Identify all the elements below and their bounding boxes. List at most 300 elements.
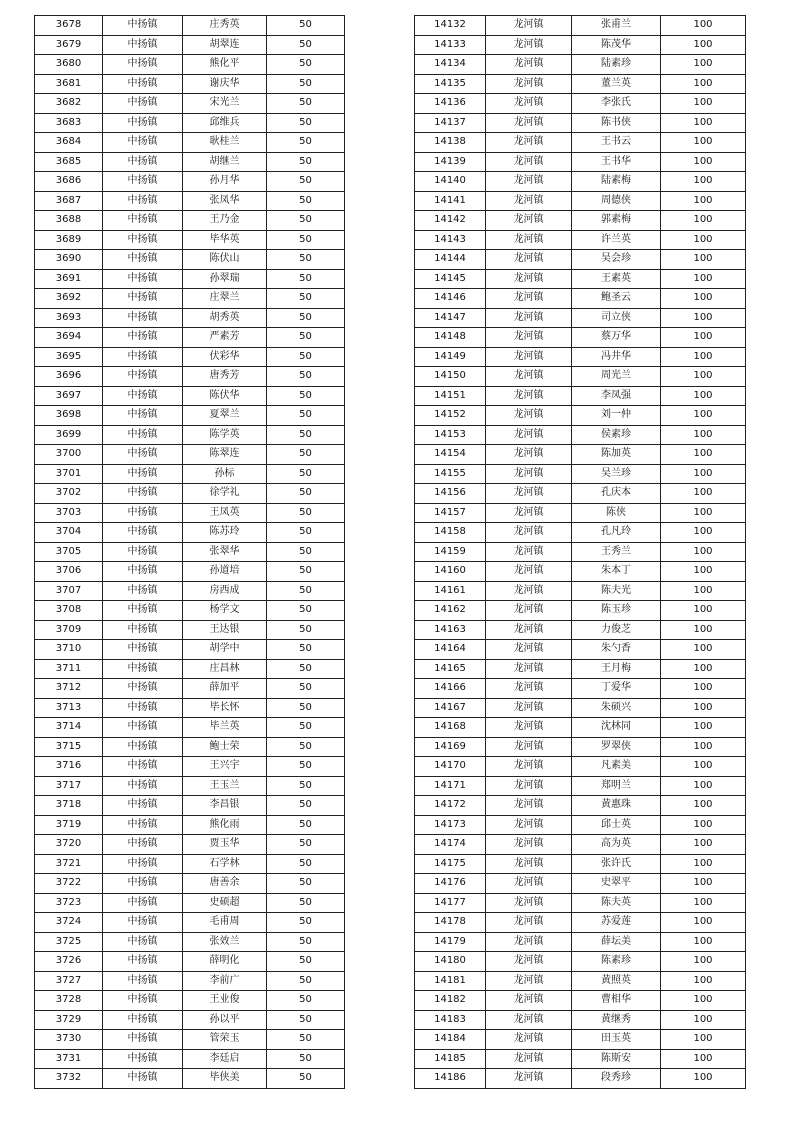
amount-cell: 100 bbox=[661, 776, 746, 796]
table-row bbox=[415, 776, 746, 796]
amount-cell: 50 bbox=[267, 503, 345, 523]
name-cell: 孙月华 bbox=[183, 172, 267, 192]
serial-number-cell: 3687 bbox=[35, 191, 103, 211]
serial-number-cell: 14136 bbox=[415, 94, 486, 114]
town-cell: 龙河镇 bbox=[486, 581, 572, 601]
town-cell: 龙河镇 bbox=[486, 464, 572, 484]
amount-cell: 50 bbox=[267, 737, 345, 757]
name-cell: 陈书侠 bbox=[572, 113, 661, 133]
serial-number-cell: 14133 bbox=[415, 35, 486, 55]
name-cell: 王乃金 bbox=[183, 211, 267, 231]
town-cell: 龙河镇 bbox=[486, 172, 572, 192]
name-cell: 孙翠瑞 bbox=[183, 269, 267, 289]
town-cell: 中扬镇 bbox=[103, 1049, 183, 1069]
table-row bbox=[35, 269, 345, 289]
table-row bbox=[35, 952, 345, 972]
table-row bbox=[35, 1069, 345, 1089]
serial-number-cell: 3689 bbox=[35, 230, 103, 250]
town-cell: 中扬镇 bbox=[103, 133, 183, 153]
town-cell: 中扬镇 bbox=[103, 191, 183, 211]
serial-number-cell: 14143 bbox=[415, 230, 486, 250]
amount-cell: 50 bbox=[267, 893, 345, 913]
amount-cell: 50 bbox=[267, 1010, 345, 1030]
serial-number-cell: 14183 bbox=[415, 1010, 486, 1030]
town-cell: 龙河镇 bbox=[486, 445, 572, 465]
amount-cell: 100 bbox=[661, 698, 746, 718]
name-cell: 伏彩华 bbox=[183, 347, 267, 367]
table-row bbox=[35, 503, 345, 523]
name-cell: 薛明化 bbox=[183, 952, 267, 972]
town-cell: 中扬镇 bbox=[103, 1069, 183, 1089]
amount-cell: 100 bbox=[661, 893, 746, 913]
town-cell: 中扬镇 bbox=[103, 113, 183, 133]
serial-number-cell: 3696 bbox=[35, 367, 103, 387]
name-cell: 王书华 bbox=[572, 152, 661, 172]
table-row bbox=[35, 601, 345, 621]
name-cell: 苏爱莲 bbox=[572, 913, 661, 933]
name-cell: 胡继兰 bbox=[183, 152, 267, 172]
serial-number-cell: 14175 bbox=[415, 854, 486, 874]
name-cell: 司立侠 bbox=[572, 308, 661, 328]
amount-cell: 50 bbox=[267, 55, 345, 75]
name-cell: 王素英 bbox=[572, 269, 661, 289]
serial-number-cell: 14185 bbox=[415, 1049, 486, 1069]
table-row bbox=[35, 893, 345, 913]
table-row bbox=[415, 1010, 746, 1030]
amount-cell: 50 bbox=[267, 133, 345, 153]
town-cell: 龙河镇 bbox=[486, 952, 572, 972]
serial-number-cell: 3731 bbox=[35, 1049, 103, 1069]
town-cell: 中扬镇 bbox=[103, 874, 183, 894]
amount-cell: 50 bbox=[267, 971, 345, 991]
serial-number-cell: 3699 bbox=[35, 425, 103, 445]
serial-number-cell: 3688 bbox=[35, 211, 103, 231]
serial-number-cell: 3708 bbox=[35, 601, 103, 621]
table-row bbox=[415, 698, 746, 718]
amount-cell: 50 bbox=[267, 484, 345, 504]
town-cell: 中扬镇 bbox=[103, 815, 183, 835]
amount-cell: 100 bbox=[661, 113, 746, 133]
name-cell: 庄翠兰 bbox=[183, 289, 267, 309]
amount-cell: 100 bbox=[661, 1069, 746, 1089]
table-row bbox=[35, 367, 345, 387]
table-row bbox=[415, 367, 746, 387]
serial-number-cell: 14173 bbox=[415, 815, 486, 835]
name-cell: 陈夫光 bbox=[572, 581, 661, 601]
table-row bbox=[35, 1010, 345, 1030]
name-cell: 田玉英 bbox=[572, 1030, 661, 1050]
table-row bbox=[415, 308, 746, 328]
town-cell: 中扬镇 bbox=[103, 640, 183, 660]
table-row bbox=[35, 913, 345, 933]
serial-number-cell: 3707 bbox=[35, 581, 103, 601]
table-row bbox=[415, 191, 746, 211]
table-row bbox=[415, 1049, 746, 1069]
town-cell: 中扬镇 bbox=[103, 308, 183, 328]
table-row bbox=[415, 893, 746, 913]
amount-cell: 100 bbox=[661, 659, 746, 679]
name-cell: 陆素珍 bbox=[572, 55, 661, 75]
table-row bbox=[35, 523, 345, 543]
amount-cell: 100 bbox=[661, 16, 746, 36]
town-cell: 中扬镇 bbox=[103, 698, 183, 718]
name-cell: 孔凡玲 bbox=[572, 523, 661, 543]
town-cell: 龙河镇 bbox=[486, 191, 572, 211]
amount-cell: 100 bbox=[661, 932, 746, 952]
serial-number-cell: 3694 bbox=[35, 328, 103, 348]
serial-number-cell: 14154 bbox=[415, 445, 486, 465]
table-row bbox=[415, 230, 746, 250]
amount-cell: 100 bbox=[661, 425, 746, 445]
name-cell: 薛坛美 bbox=[572, 932, 661, 952]
town-cell: 龙河镇 bbox=[486, 1069, 572, 1089]
table-row bbox=[35, 16, 345, 36]
left-ledger-table bbox=[34, 15, 345, 1089]
amount-cell: 100 bbox=[661, 35, 746, 55]
name-cell: 陈伏华 bbox=[183, 386, 267, 406]
amount-cell: 50 bbox=[267, 679, 345, 699]
town-cell: 中扬镇 bbox=[103, 16, 183, 36]
table-row bbox=[415, 347, 746, 367]
town-cell: 龙河镇 bbox=[486, 484, 572, 504]
amount-cell: 50 bbox=[267, 640, 345, 660]
table-row bbox=[415, 601, 746, 621]
amount-cell: 100 bbox=[661, 74, 746, 94]
table-row bbox=[35, 347, 345, 367]
town-cell: 中扬镇 bbox=[103, 35, 183, 55]
table-row bbox=[35, 35, 345, 55]
table-row bbox=[415, 796, 746, 816]
serial-number-cell: 3716 bbox=[35, 757, 103, 777]
town-cell: 中扬镇 bbox=[103, 620, 183, 640]
right-ledger-body bbox=[415, 16, 746, 1089]
serial-number-cell: 14180 bbox=[415, 952, 486, 972]
table-row bbox=[35, 328, 345, 348]
town-cell: 龙河镇 bbox=[486, 971, 572, 991]
town-cell: 中扬镇 bbox=[103, 991, 183, 1011]
serial-number-cell: 3695 bbox=[35, 347, 103, 367]
serial-number-cell: 14162 bbox=[415, 601, 486, 621]
table-row bbox=[415, 94, 746, 114]
table-row bbox=[415, 991, 746, 1011]
name-cell: 吴会珍 bbox=[572, 250, 661, 270]
serial-number-cell: 3723 bbox=[35, 893, 103, 913]
town-cell: 中扬镇 bbox=[103, 971, 183, 991]
amount-cell: 50 bbox=[267, 16, 345, 36]
name-cell: 邱士英 bbox=[572, 815, 661, 835]
serial-number-cell: 14141 bbox=[415, 191, 486, 211]
amount-cell: 100 bbox=[661, 562, 746, 582]
amount-cell: 100 bbox=[661, 230, 746, 250]
serial-number-cell: 14184 bbox=[415, 1030, 486, 1050]
town-cell: 中扬镇 bbox=[103, 269, 183, 289]
amount-cell: 100 bbox=[661, 347, 746, 367]
table-row bbox=[415, 269, 746, 289]
amount-cell: 50 bbox=[267, 874, 345, 894]
amount-cell: 100 bbox=[661, 718, 746, 738]
table-row bbox=[35, 152, 345, 172]
serial-number-cell: 3732 bbox=[35, 1069, 103, 1089]
amount-cell: 50 bbox=[267, 425, 345, 445]
amount-cell: 50 bbox=[267, 1049, 345, 1069]
amount-cell: 50 bbox=[267, 913, 345, 933]
name-cell: 陈斯安 bbox=[572, 1049, 661, 1069]
amount-cell: 100 bbox=[661, 542, 746, 562]
name-cell: 邱维兵 bbox=[183, 113, 267, 133]
town-cell: 龙河镇 bbox=[486, 35, 572, 55]
amount-cell: 50 bbox=[267, 250, 345, 270]
serial-number-cell: 14161 bbox=[415, 581, 486, 601]
name-cell: 蔡万华 bbox=[572, 328, 661, 348]
table-row bbox=[415, 620, 746, 640]
name-cell: 陈夫英 bbox=[572, 893, 661, 913]
table-row bbox=[415, 815, 746, 835]
amount-cell: 100 bbox=[661, 406, 746, 426]
amount-cell: 50 bbox=[267, 835, 345, 855]
town-cell: 中扬镇 bbox=[103, 776, 183, 796]
town-cell: 龙河镇 bbox=[486, 854, 572, 874]
name-cell: 李前广 bbox=[183, 971, 267, 991]
name-cell: 胡秀英 bbox=[183, 308, 267, 328]
table-row bbox=[35, 542, 345, 562]
name-cell: 毕长怀 bbox=[183, 698, 267, 718]
serial-number-cell: 14177 bbox=[415, 893, 486, 913]
amount-cell: 100 bbox=[661, 289, 746, 309]
table-row bbox=[35, 679, 345, 699]
amount-cell: 100 bbox=[661, 601, 746, 621]
town-cell: 龙河镇 bbox=[486, 94, 572, 114]
amount-cell: 50 bbox=[267, 1030, 345, 1050]
serial-number-cell: 3712 bbox=[35, 679, 103, 699]
amount-cell: 50 bbox=[267, 581, 345, 601]
town-cell: 龙河镇 bbox=[486, 250, 572, 270]
serial-number-cell: 3705 bbox=[35, 542, 103, 562]
town-cell: 龙河镇 bbox=[486, 1049, 572, 1069]
serial-number-cell: 14134 bbox=[415, 55, 486, 75]
amount-cell: 50 bbox=[267, 328, 345, 348]
town-cell: 中扬镇 bbox=[103, 406, 183, 426]
town-cell: 龙河镇 bbox=[486, 893, 572, 913]
table-row bbox=[35, 854, 345, 874]
name-cell: 房西成 bbox=[183, 581, 267, 601]
name-cell: 王月梅 bbox=[572, 659, 661, 679]
table-row bbox=[415, 562, 746, 582]
town-cell: 中扬镇 bbox=[103, 932, 183, 952]
table-row bbox=[415, 932, 746, 952]
serial-number-cell: 3714 bbox=[35, 718, 103, 738]
serial-number-cell: 3703 bbox=[35, 503, 103, 523]
amount-cell: 100 bbox=[661, 152, 746, 172]
serial-number-cell: 3722 bbox=[35, 874, 103, 894]
table-row bbox=[415, 386, 746, 406]
name-cell: 王书云 bbox=[572, 133, 661, 153]
serial-number-cell: 14157 bbox=[415, 503, 486, 523]
town-cell: 龙河镇 bbox=[486, 230, 572, 250]
amount-cell: 100 bbox=[661, 854, 746, 874]
amount-cell: 50 bbox=[267, 776, 345, 796]
serial-number-cell: 14172 bbox=[415, 796, 486, 816]
name-cell: 胡翠连 bbox=[183, 35, 267, 55]
amount-cell: 100 bbox=[661, 1049, 746, 1069]
serial-number-cell: 14150 bbox=[415, 367, 486, 387]
name-cell: 谢庆华 bbox=[183, 74, 267, 94]
town-cell: 龙河镇 bbox=[486, 796, 572, 816]
serial-number-cell: 3693 bbox=[35, 308, 103, 328]
town-cell: 中扬镇 bbox=[103, 503, 183, 523]
table-row bbox=[415, 659, 746, 679]
town-cell: 龙河镇 bbox=[486, 698, 572, 718]
name-cell: 罗翠侠 bbox=[572, 737, 661, 757]
town-cell: 中扬镇 bbox=[103, 289, 183, 309]
amount-cell: 100 bbox=[661, 620, 746, 640]
serial-number-cell: 14135 bbox=[415, 74, 486, 94]
serial-number-cell: 3702 bbox=[35, 484, 103, 504]
serial-number-cell: 3697 bbox=[35, 386, 103, 406]
amount-cell: 50 bbox=[267, 367, 345, 387]
town-cell: 龙河镇 bbox=[486, 1010, 572, 1030]
town-cell: 中扬镇 bbox=[103, 913, 183, 933]
serial-number-cell: 14145 bbox=[415, 269, 486, 289]
name-cell: 陈加英 bbox=[572, 445, 661, 465]
table-row bbox=[415, 503, 746, 523]
town-cell: 龙河镇 bbox=[486, 74, 572, 94]
name-cell: 王达银 bbox=[183, 620, 267, 640]
serial-number-cell: 14179 bbox=[415, 932, 486, 952]
amount-cell: 100 bbox=[661, 874, 746, 894]
name-cell: 段秀珍 bbox=[572, 1069, 661, 1089]
table-row bbox=[415, 35, 746, 55]
town-cell: 龙河镇 bbox=[486, 211, 572, 231]
amount-cell: 50 bbox=[267, 601, 345, 621]
name-cell: 张翠华 bbox=[183, 542, 267, 562]
serial-number-cell: 14147 bbox=[415, 308, 486, 328]
name-cell: 丁爱华 bbox=[572, 679, 661, 699]
serial-number-cell: 14176 bbox=[415, 874, 486, 894]
name-cell: 黄惠珠 bbox=[572, 796, 661, 816]
table-row bbox=[35, 230, 345, 250]
table-row bbox=[35, 94, 345, 114]
table-row bbox=[415, 640, 746, 660]
serial-number-cell: 3715 bbox=[35, 737, 103, 757]
name-cell: 王秀兰 bbox=[572, 542, 661, 562]
serial-number-cell: 3692 bbox=[35, 289, 103, 309]
town-cell: 龙河镇 bbox=[486, 406, 572, 426]
name-cell: 唐善余 bbox=[183, 874, 267, 894]
amount-cell: 100 bbox=[661, 94, 746, 114]
name-cell: 沈林同 bbox=[572, 718, 661, 738]
amount-cell: 50 bbox=[267, 718, 345, 738]
name-cell: 王业俊 bbox=[183, 991, 267, 1011]
name-cell: 张效兰 bbox=[183, 932, 267, 952]
town-cell: 龙河镇 bbox=[486, 562, 572, 582]
town-cell: 龙河镇 bbox=[486, 659, 572, 679]
serial-number-cell: 14160 bbox=[415, 562, 486, 582]
table-row bbox=[35, 562, 345, 582]
amount-cell: 50 bbox=[267, 542, 345, 562]
town-cell: 中扬镇 bbox=[103, 542, 183, 562]
amount-cell: 50 bbox=[267, 991, 345, 1011]
amount-cell: 50 bbox=[267, 289, 345, 309]
town-cell: 中扬镇 bbox=[103, 581, 183, 601]
serial-number-cell: 14138 bbox=[415, 133, 486, 153]
table-row bbox=[415, 133, 746, 153]
amount-cell: 50 bbox=[267, 815, 345, 835]
table-row bbox=[35, 932, 345, 952]
town-cell: 龙河镇 bbox=[486, 133, 572, 153]
table-row bbox=[35, 971, 345, 991]
serial-number-cell: 14170 bbox=[415, 757, 486, 777]
amount-cell: 100 bbox=[661, 640, 746, 660]
town-cell: 中扬镇 bbox=[103, 250, 183, 270]
town-cell: 龙河镇 bbox=[486, 991, 572, 1011]
table-row bbox=[35, 620, 345, 640]
table-row bbox=[415, 523, 746, 543]
name-cell: 毛甫周 bbox=[183, 913, 267, 933]
amount-cell: 50 bbox=[267, 464, 345, 484]
name-cell: 李昌银 bbox=[183, 796, 267, 816]
town-cell: 龙河镇 bbox=[486, 718, 572, 738]
amount-cell: 100 bbox=[661, 991, 746, 1011]
serial-number-cell: 3721 bbox=[35, 854, 103, 874]
serial-number-cell: 3698 bbox=[35, 406, 103, 426]
serial-number-cell: 3682 bbox=[35, 94, 103, 114]
serial-number-cell: 14165 bbox=[415, 659, 486, 679]
amount-cell: 50 bbox=[267, 952, 345, 972]
town-cell: 龙河镇 bbox=[486, 308, 572, 328]
town-cell: 龙河镇 bbox=[486, 776, 572, 796]
name-cell: 严素芳 bbox=[183, 328, 267, 348]
town-cell: 中扬镇 bbox=[103, 172, 183, 192]
serial-number-cell: 14156 bbox=[415, 484, 486, 504]
town-cell: 中扬镇 bbox=[103, 796, 183, 816]
name-cell: 郑明兰 bbox=[572, 776, 661, 796]
amount-cell: 50 bbox=[267, 211, 345, 231]
town-cell: 龙河镇 bbox=[486, 152, 572, 172]
town-cell: 龙河镇 bbox=[486, 620, 572, 640]
amount-cell: 100 bbox=[661, 1030, 746, 1050]
amount-cell: 100 bbox=[661, 269, 746, 289]
table-row bbox=[35, 718, 345, 738]
town-cell: 中扬镇 bbox=[103, 952, 183, 972]
table-row bbox=[415, 250, 746, 270]
name-cell: 孙以平 bbox=[183, 1010, 267, 1030]
town-cell: 龙河镇 bbox=[486, 386, 572, 406]
serial-number-cell: 14159 bbox=[415, 542, 486, 562]
town-cell: 龙河镇 bbox=[486, 328, 572, 348]
serial-number-cell: 14151 bbox=[415, 386, 486, 406]
serial-number-cell: 14153 bbox=[415, 425, 486, 445]
town-cell: 中扬镇 bbox=[103, 55, 183, 75]
name-cell: 李张氏 bbox=[572, 94, 661, 114]
amount-cell: 50 bbox=[267, 854, 345, 874]
name-cell: 熊化平 bbox=[183, 55, 267, 75]
town-cell: 龙河镇 bbox=[486, 542, 572, 562]
town-cell: 龙河镇 bbox=[486, 737, 572, 757]
amount-cell: 50 bbox=[267, 523, 345, 543]
town-cell: 中扬镇 bbox=[103, 74, 183, 94]
amount-cell: 50 bbox=[267, 1069, 345, 1089]
amount-cell: 100 bbox=[661, 191, 746, 211]
serial-number-cell: 14164 bbox=[415, 640, 486, 660]
amount-cell: 100 bbox=[661, 386, 746, 406]
name-cell: 周光兰 bbox=[572, 367, 661, 387]
amount-cell: 50 bbox=[267, 659, 345, 679]
town-cell: 龙河镇 bbox=[486, 815, 572, 835]
amount-cell: 50 bbox=[267, 74, 345, 94]
name-cell: 陈茂华 bbox=[572, 35, 661, 55]
name-cell: 刘一仲 bbox=[572, 406, 661, 426]
serial-number-cell: 14137 bbox=[415, 113, 486, 133]
